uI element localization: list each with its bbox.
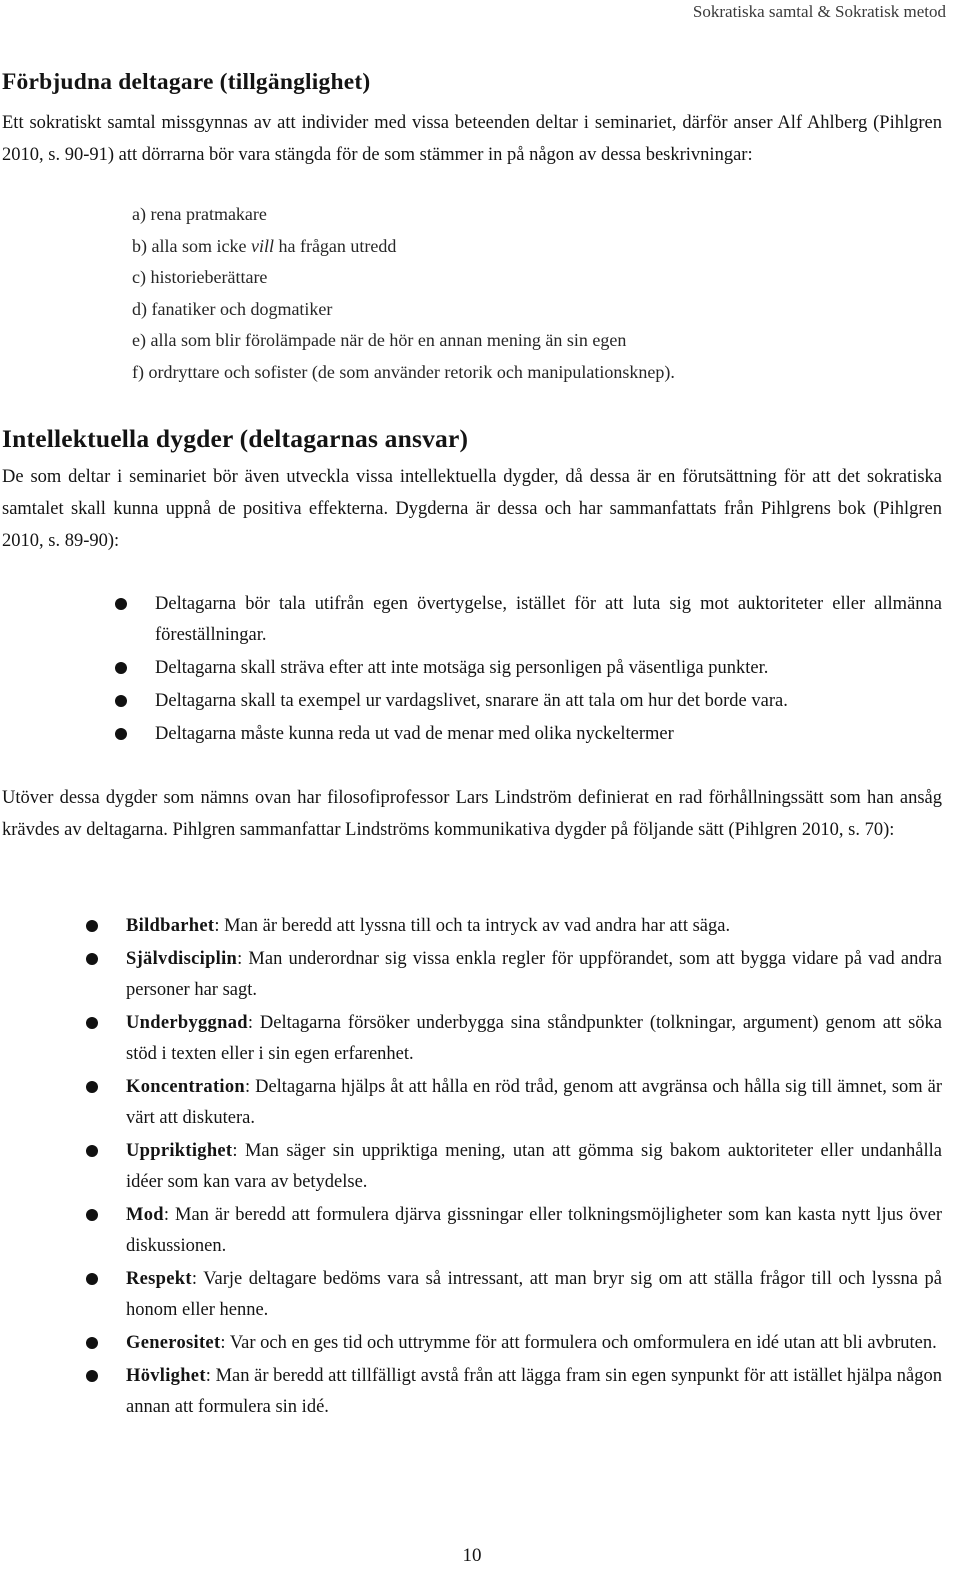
- list-item: Bildbarhet: Man är beredd att lyssna till och ta intryck av vad andra har att säga.: [126, 911, 942, 942]
- section-heading-forbjudna-deltagare: Förbjudna deltagare (tillgänglighet): [2, 69, 371, 95]
- list-item: e) alla som blir förolämpade när de hör en annan mening än sin egen: [132, 330, 627, 350]
- bullet-icon: [86, 953, 98, 965]
- virtue-term: Underbyggnad: [126, 1013, 248, 1033]
- bullet-icon: [86, 1081, 98, 1093]
- virtue-term: Hövlighet: [126, 1366, 206, 1386]
- list-item: Hövlighet: Man är beredd att tillfälligt avstå från att lägga fram sin egen synpunkt för att istället hjälpa någon annan att formulera sin idé.: [126, 1361, 942, 1423]
- section-heading-intellektuella-dygder: Intellektuella dygder (deltagarnas ansvar): [2, 424, 469, 453]
- bullet-icon: [115, 598, 127, 610]
- list-item: Deltagarna måste kunna reda ut vad de menar med olika nyckeltermer: [155, 719, 942, 750]
- bullet-icon: [86, 1145, 98, 1157]
- bullet-icon: [115, 695, 127, 707]
- bullet-icon: [86, 1337, 98, 1349]
- bullet-icon: [86, 920, 98, 932]
- list-item: d) fanatiker och dogmatiker: [132, 298, 333, 319]
- virtue-term: Självdisciplin: [126, 949, 238, 969]
- intellectual-virtues-list: [155, 589, 942, 752]
- section2-intro-paragraph: De som deltar i seminariet bör även utveckla vissa intellektuella dygder, då dessa är en förutsättning för att det sokratiska samtalet skall kunna uppnå de positiva effekterna. Dygderna är dessa och har sammanfattats från Pihlgrens bok (Pihlgren 2010, s. 89-90):: [2, 467, 942, 551]
- bullet-icon: [86, 1017, 98, 1029]
- virtue-term: Bildbarhet: [126, 916, 215, 936]
- bullet-icon: [115, 728, 127, 740]
- lindstrom-paragraph: Utöver dessa dygder som nämns ovan har filosofiprofessor Lars Lindström definierat en rad förhållningssätt som han ansåg krävdes av deltagarna. Pihlgren sammanfattar Lindströms kommunikativa dygder på följande sätt (Pihlgren 2010, s. 70):: [2, 788, 942, 840]
- list-item: Deltagarna bör tala utifrån egen övertygelse, istället för att luta sig mot auktoriteter eller allmänna föreställningar.: [155, 589, 942, 651]
- list-item: Deltagarna skall sträva efter att inte motsäga sig personligen på väsentliga punkter.: [155, 653, 942, 684]
- forbidden-participants-list: [132, 199, 675, 388]
- virtue-term: Uppriktighet: [126, 1141, 233, 1161]
- list-item: c) historieberättare: [132, 267, 268, 287]
- list-item: Mod: Man är beredd att formulera djärva gissningar eller tolkningsmöjligheter som kan kasta nytt ljus över diskussionen.: [126, 1200, 942, 1262]
- list-item: a) rena pratmakare: [132, 204, 267, 224]
- list-item: Självdisciplin: Man underordnar sig vissa enkla regler för uppförandet, som att bygga vidare på vad andra personer har sagt.: [126, 944, 942, 1006]
- bullet-icon: [86, 1209, 98, 1221]
- communicative-virtues-list: [126, 911, 942, 1425]
- list-item: Underbyggnad: Deltagarna försöker underbygga sina ståndpunkter (tolkningar, argument) genom att söka stöd i texten eller i sin egen erfarenhet.: [126, 1008, 942, 1070]
- bullet-icon: [86, 1273, 98, 1285]
- list-item: Generositet: Var och en ges tid och uttrymme för att formulera och omformulera en idé utan att bli avbruten.: [126, 1328, 942, 1359]
- list-item: Koncentration: Deltagarna hjälps åt att hålla en röd tråd, genom att avgränsa och hålla sig till ämnet, som är värt att diskutera.: [126, 1072, 942, 1134]
- page-number: 10: [462, 1545, 482, 1566]
- virtue-term: Mod: [126, 1205, 164, 1225]
- list-item: Deltagarna skall ta exempel ur vardagslivet, snarare än att tala om hur det borde vara.: [155, 686, 942, 717]
- virtue-term: Generositet: [126, 1333, 221, 1353]
- bullet-icon: [115, 662, 127, 674]
- list-item: b) alla som icke vill ha frågan utredd: [132, 235, 397, 256]
- virtue-term: Koncentration: [126, 1077, 246, 1097]
- running-header: Sokratiska samtal & Sokratisk metod: [692, 2, 946, 21]
- list-item: Respekt: Varje deltagare bedöms vara så intressant, att man bryr sig om att ställa frågor till och lyssna på honom eller henne.: [126, 1264, 942, 1326]
- section1-intro-paragraph: Ett sokratiskt samtal missgynnas av att individer med vissa beteenden deltar i seminariet, därför anser Alf Ahlberg (Pihlgren 2010, s. 90-91) att dörrarna bör vara stängda för de som stämmer in på någon av dessa beskrivningar:: [2, 113, 942, 165]
- virtue-term: Respekt: [126, 1269, 192, 1289]
- list-item: f) ordryttare och sofister (de som använder retorik och manipulationsknep).: [132, 361, 675, 382]
- list-item: Uppriktighet: Man säger sin uppriktiga mening, utan att gömma sig bakom auktoriteter eller undanhålla idéer som kan vara av betydelse.: [126, 1136, 942, 1198]
- bullet-icon: [86, 1370, 98, 1382]
